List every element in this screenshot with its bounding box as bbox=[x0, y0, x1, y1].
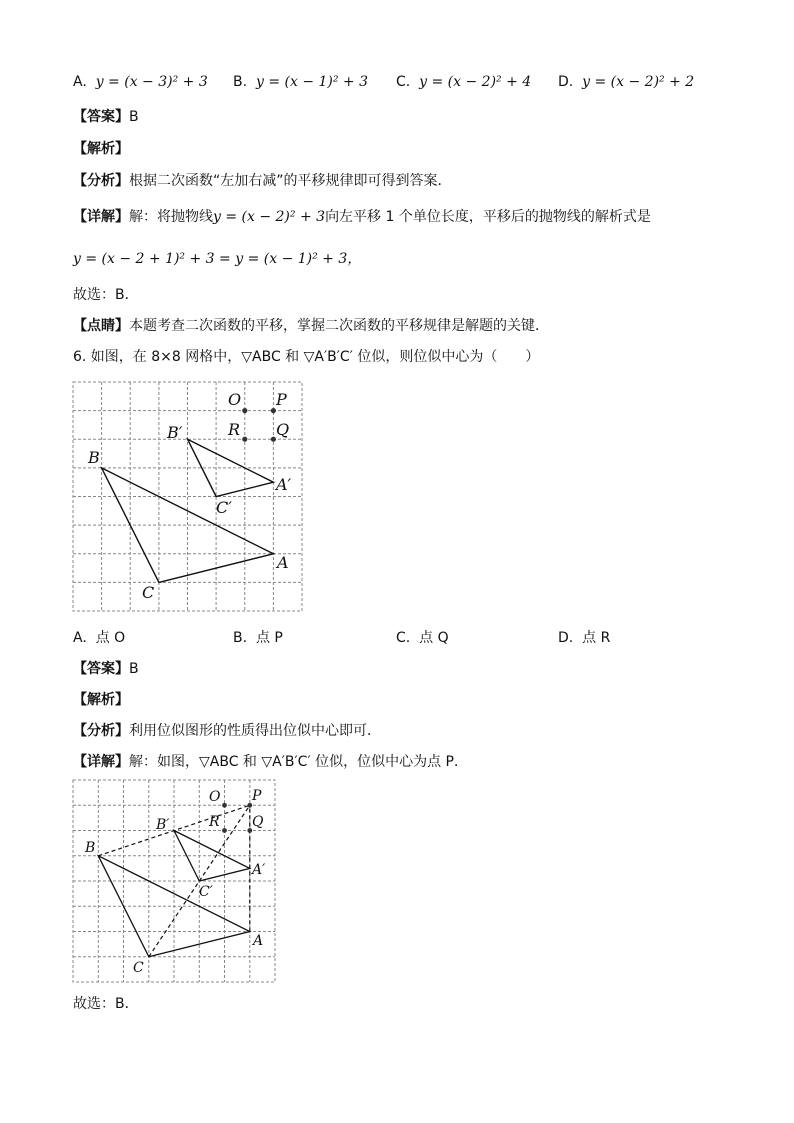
svg-text:O: O bbox=[209, 789, 221, 805]
q5-detail: 【详解】解：将抛物线y = (x − 2)² + 3向左平移 1 个单位长度，平移后的抛物线的解析式是 bbox=[73, 209, 651, 225]
q6-detail: 【详解】解：如图，▽ABC 和 ▽A′B′C′ 位似，位似中心为点 P． bbox=[73, 754, 468, 770]
point-o bbox=[242, 408, 247, 413]
triangle-abc bbox=[102, 468, 274, 583]
q6-option-d: D. 点 R bbox=[558, 630, 611, 646]
q6-grid-figure bbox=[70, 378, 310, 614]
q5-option-d: D. y = (x − 2)² + 2 bbox=[558, 74, 695, 90]
q6-answer: 【答案】B bbox=[73, 661, 139, 677]
q6-option-a: A. 点 O bbox=[73, 630, 126, 646]
q5-analysis-tag: 【解析】 bbox=[73, 141, 129, 157]
svg-text:C: C bbox=[133, 960, 144, 976]
q6-option-c: C. 点 Q bbox=[396, 630, 449, 646]
label-c: C bbox=[142, 583, 155, 602]
q6-fenxi: 【分析】利用位似图形的性质得出位似中心即可． bbox=[73, 723, 381, 739]
point-r bbox=[242, 437, 247, 442]
svg-text:C′: C′ bbox=[199, 884, 213, 900]
q5-option-b: B. y = (x − 1)² + 3 bbox=[233, 74, 369, 90]
label-b1: B′ bbox=[167, 423, 183, 442]
label-c1: C′ bbox=[216, 498, 232, 517]
svg-text:B: B bbox=[85, 840, 96, 856]
q6-option-b: B. 点 P bbox=[233, 630, 283, 646]
svg-text:Q: Q bbox=[252, 814, 264, 830]
label-r: R bbox=[228, 420, 241, 439]
q5-option-c: C. y = (x − 2)² + 4 bbox=[396, 74, 532, 90]
q6-choose: 故选：B． bbox=[73, 996, 139, 1012]
label-q: Q bbox=[276, 420, 290, 439]
label-b: B bbox=[88, 448, 100, 467]
q6-analysis-tag: 【解析】 bbox=[73, 692, 129, 708]
q5-dianjing: 【点睛】本题考查二次函数的平移，掌握二次函数的平移规律是解题的关键． bbox=[73, 318, 549, 334]
q5-choose: 故选：B． bbox=[73, 287, 139, 303]
q5-detail-line2: y = (x − 2 + 1)² + 3 = y = (x − 1)² + 3， bbox=[73, 251, 362, 267]
label-o: O bbox=[228, 390, 242, 409]
svg-text:A: A bbox=[253, 933, 264, 949]
svg-text:A′: A′ bbox=[252, 862, 266, 878]
q5-option-a: A. y = (x − 3)² + 3 bbox=[73, 74, 208, 90]
label-a: A bbox=[277, 553, 289, 572]
svg-text:B′: B′ bbox=[156, 817, 170, 833]
label-p: P bbox=[276, 390, 287, 409]
svg-text:R: R bbox=[209, 814, 220, 830]
svg-text:P: P bbox=[252, 788, 262, 804]
q5-answer: 【答案】B bbox=[73, 109, 139, 125]
q6-stem: 6. 如图，在 8×8 网格中，▽ABC 和 ▽A′B′C′ 位似，则位似中心为（ ） bbox=[73, 349, 540, 365]
q5-fenxi: 【分析】根据二次函数“左加右减”的平移规律即可得到答案． bbox=[73, 173, 452, 189]
label-a1: A′ bbox=[276, 475, 292, 494]
q6-solution-figure bbox=[70, 777, 280, 987]
